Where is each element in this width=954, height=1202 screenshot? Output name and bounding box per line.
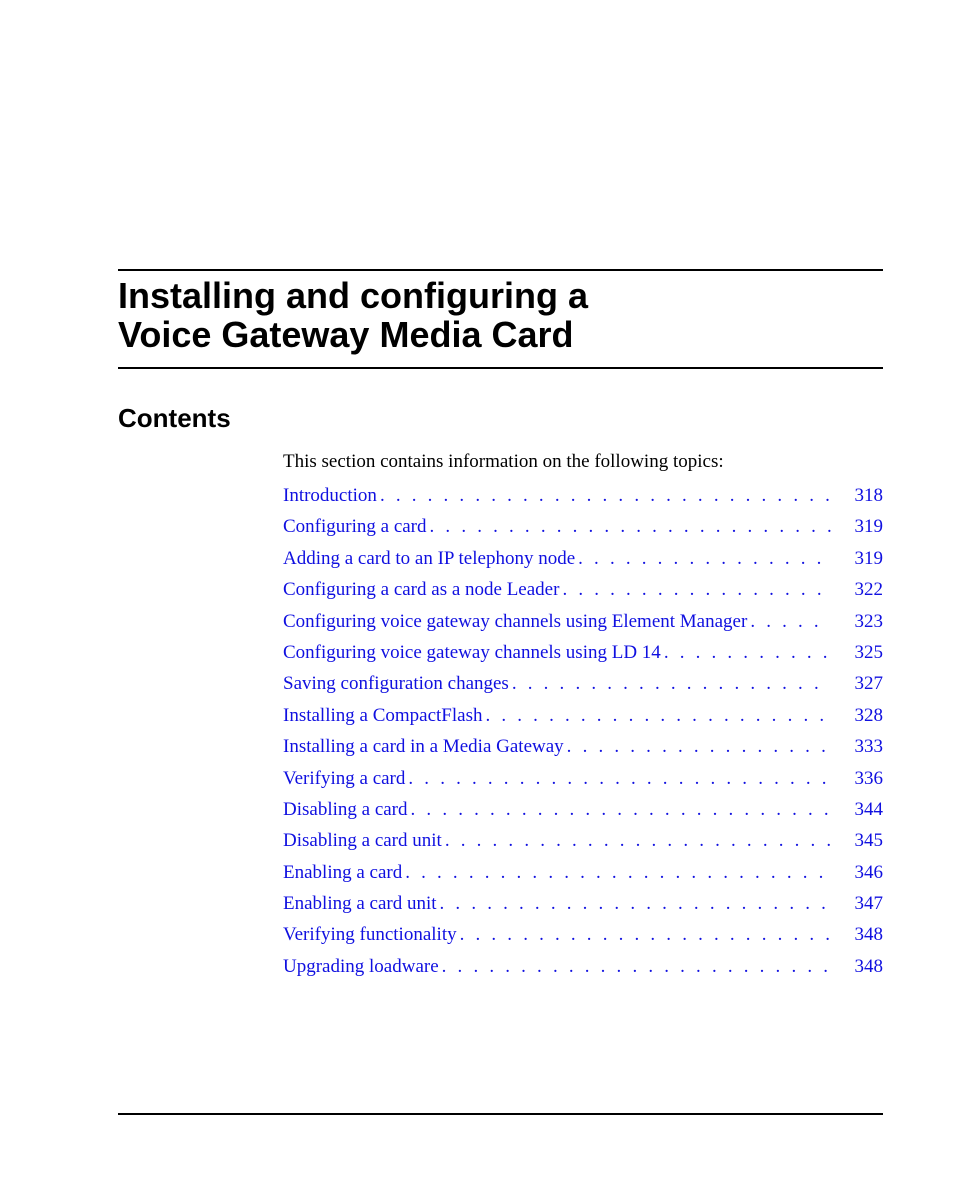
chapter-title-line-2: Voice Gateway Media Card (118, 314, 574, 355)
toc-entry-page[interactable]: 333 (854, 736, 883, 758)
toc-entry-label[interactable]: Saving configuration changes (283, 673, 509, 695)
toc-dot-leader (567, 735, 831, 759)
toc-entry-label[interactable]: Configuring voice gateway channels using LD 14 (283, 641, 661, 663)
toc-dot-leader (405, 861, 830, 885)
toc-entry-page[interactable]: 318 (854, 485, 883, 506)
contents-heading: Contents (118, 403, 231, 433)
toc-dot-leader (664, 641, 831, 665)
toc-dot-leader (512, 672, 831, 696)
toc-entry-label[interactable]: Verifying functionality (283, 924, 457, 946)
toc-entry-verifying-a-card[interactable] (283, 767, 883, 798)
table-of-contents (283, 484, 883, 986)
toc-entry-page[interactable]: 344 (854, 798, 883, 820)
toc-entry-label[interactable]: Configuring voice gateway channels using Element Manager (283, 610, 748, 632)
toc-entry-channels-element-manager[interactable] (283, 610, 883, 641)
toc-dot-leader (485, 704, 830, 728)
toc-entry-label[interactable]: Upgrading loadware (283, 955, 439, 977)
toc-entry-page[interactable]: 319 (854, 547, 883, 569)
toc-dot-leader (442, 955, 831, 979)
toc-dot-leader (411, 798, 831, 822)
toc-entry-label[interactable]: Disabling a card unit (283, 830, 442, 852)
toc-dot-leader (578, 547, 830, 571)
toc-entry-label[interactable]: Installing a card in a Media Gateway (283, 736, 564, 758)
toc-dot-leader (430, 515, 831, 539)
toc-entry-compactflash[interactable] (283, 704, 883, 735)
toc-entry-page[interactable]: 348 (854, 955, 883, 977)
toc-entry-disabling-a-card[interactable] (283, 798, 883, 829)
toc-entry-media-gateway[interactable] (283, 735, 883, 766)
toc-entry-label[interactable]: Verifying a card (283, 767, 406, 789)
toc-dot-leader (750, 610, 830, 634)
toc-entry-configuring-a-card[interactable] (283, 515, 883, 546)
toc-entry-page[interactable]: 345 (854, 830, 883, 852)
toc-entry-label[interactable]: Enabling a card unit (283, 893, 437, 915)
toc-entry-disabling-a-card-unit[interactable] (283, 829, 883, 860)
chapter-top-rule (118, 269, 883, 271)
toc-entry-label[interactable]: Introduction (283, 485, 377, 506)
toc-dot-leader (408, 767, 830, 791)
chapter-title-bottom-rule (118, 367, 883, 369)
toc-entry-saving-configuration[interactable] (283, 672, 883, 703)
chapter-title (118, 276, 883, 354)
toc-entry-label[interactable]: Enabling a card (283, 861, 403, 883)
toc-dot-leader (562, 578, 830, 602)
toc-entry-label[interactable]: Configuring a card (283, 516, 427, 538)
toc-entry-label[interactable]: Disabling a card (283, 798, 408, 820)
toc-entry-node-leader[interactable] (283, 578, 883, 609)
toc-dot-leader (440, 892, 831, 916)
toc-entry-page[interactable]: 336 (854, 767, 883, 789)
toc-entry-page[interactable]: 348 (854, 924, 883, 946)
toc-entry-page[interactable]: 322 (854, 579, 883, 601)
page-footer-rule (118, 1113, 883, 1115)
toc-entry-page[interactable]: 328 (854, 704, 883, 726)
toc-entry-label[interactable]: Adding a card to an IP telephony node (283, 547, 576, 569)
toc-entry-label[interactable]: Installing a CompactFlash (283, 704, 483, 726)
toc-entry-label[interactable]: Configuring a card as a node Leader (283, 579, 560, 601)
contents-intro: This section contains information on the following topics: (283, 451, 724, 472)
toc-dot-leader (460, 923, 831, 947)
toc-dot-leader (445, 829, 831, 853)
chapter-title-line-1: Installing and configuring a (118, 275, 589, 316)
toc-entry-page[interactable]: 346 (854, 861, 883, 883)
toc-entry-page[interactable]: 327 (854, 673, 883, 695)
toc-entry-introduction[interactable] (283, 484, 883, 515)
toc-entry-page[interactable]: 323 (854, 610, 883, 632)
toc-entry-verifying-functionality[interactable] (283, 923, 883, 954)
toc-entry-adding-a-card[interactable] (283, 547, 883, 578)
toc-entry-page[interactable]: 325 (854, 641, 883, 663)
toc-entry-enabling-a-card[interactable] (283, 861, 883, 892)
toc-entry-enabling-a-card-unit[interactable] (283, 892, 883, 923)
toc-dot-leader (380, 484, 831, 508)
toc-entry-page[interactable]: 347 (854, 893, 883, 915)
toc-entry-channels-ld14[interactable] (283, 641, 883, 672)
toc-entry-upgrading-loadware[interactable] (283, 955, 883, 986)
toc-entry-page[interactable]: 319 (854, 516, 883, 538)
